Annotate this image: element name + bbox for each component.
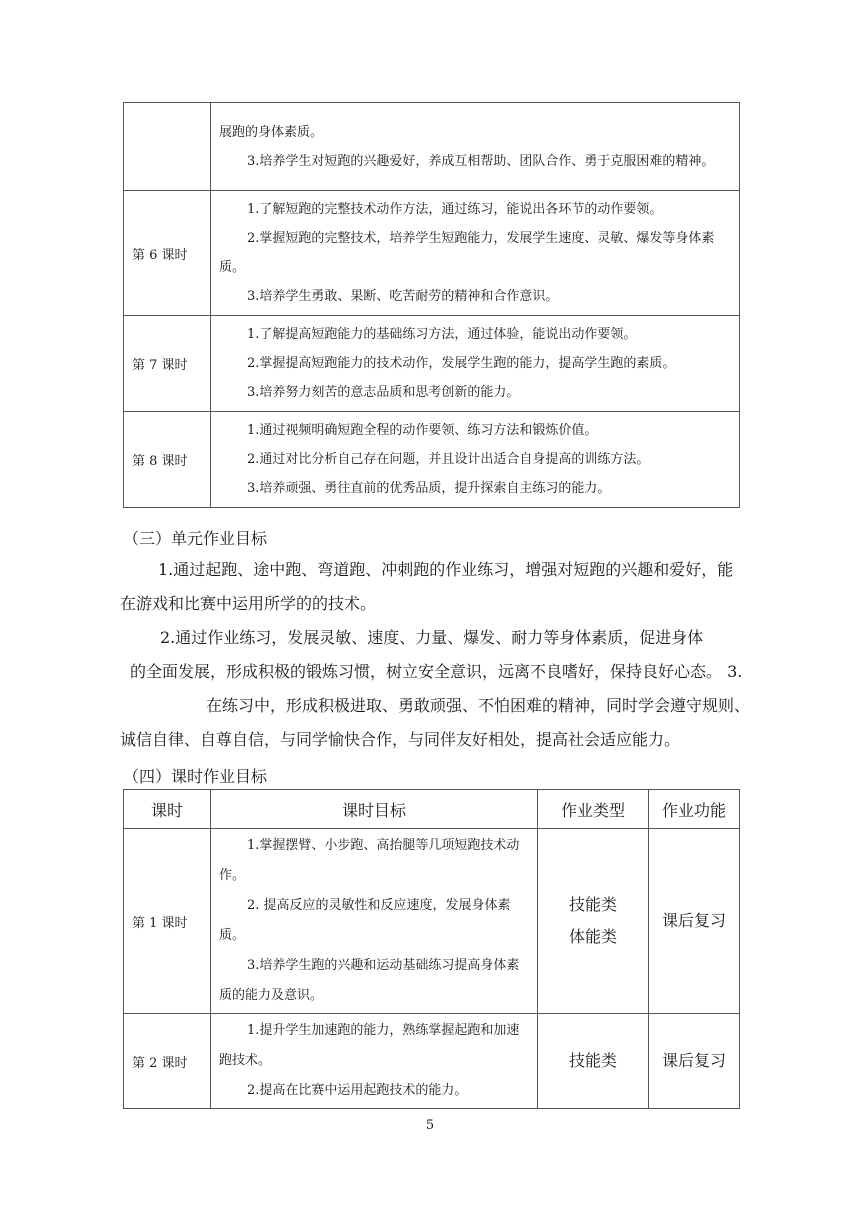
page-number: 5 [425, 1118, 435, 1133]
unit-lesson-goals-table [123, 102, 740, 508]
table-row [124, 316, 740, 412]
lesson-cell: 第 6 课时 [124, 191, 211, 316]
column-header: 作业功能 [649, 790, 740, 829]
lesson-homework-table [123, 789, 740, 1109]
table-row [124, 103, 740, 191]
goal-text: 3.培养学生对短跑的兴趣爱好，养成互相帮助、团队合作、勇于克服困难的精神。 [247, 153, 715, 169]
paragraph-line: 诚信自律、自尊自信，与同学愉快合作，与同伴友好相处，提高社会适应能力。 [120, 730, 681, 749]
goals-cell [211, 1014, 538, 1109]
lesson-cell [124, 103, 211, 191]
lesson-cell: 第 7 课时 [124, 316, 211, 412]
lesson-cell: 第 8 课时 [124, 412, 211, 508]
paragraph-line: 的全面发展，形成积极的锻炼习惯，树立安全意识，远离不良嗜好，保持良好心态。 3. [130, 662, 743, 681]
column-header: 课时 [124, 790, 211, 829]
goal-text: 2.掌握短跑的完整技术，培养学生短跑能力，发展学生速度、灵敏、爆发等身体素质。 [219, 231, 715, 275]
goal-text: 展跑的身体素质。 [219, 124, 324, 140]
table-row [124, 191, 740, 316]
homework-type: 技能类 [568, 895, 617, 914]
table-header-row [124, 790, 740, 829]
goal-text: 3.培养学生跑的兴趣和运动基础练习提高身体素质的能力及意识。 [219, 958, 520, 1003]
table-row [124, 829, 740, 1014]
homework-function-cell: 课后复习 [649, 1014, 740, 1109]
goal-text: 1.了解提高短跑能力的基础练习方法，通过体验，能说出动作要领。 [247, 327, 637, 342]
homework-function-cell: 课后复习 [649, 829, 740, 1014]
column-header: 课时目标 [211, 790, 538, 829]
goals-cell [211, 412, 740, 508]
goal-text: 1.提升学生加速跑的能力，熟练掌握起跑和加速跑技术。 [219, 1023, 520, 1068]
homework-type-cell [538, 1014, 649, 1109]
goal-text: 2. 提高反应的灵敏性和反应速度，发展身体素质。 [219, 898, 511, 943]
paragraph-line: 1.通过起跑、途中跑、弯道跑、冲刺跑的作业练习，增强对短跑的兴趣和爱好，能 [158, 560, 734, 579]
goals-cell [211, 829, 538, 1014]
section-heading: （四）课时作业目标 [123, 767, 268, 786]
homework-type-cell [538, 829, 649, 1014]
goal-text: 1.通过视频明确短跑全程的动作要领、练习方法和锻炼价值。 [247, 423, 598, 438]
lesson-cell: 第 1 课时 [124, 829, 211, 1014]
paragraph-line: 在游戏和比赛中运用所学的的技术。 [120, 594, 377, 613]
table-row [124, 1014, 740, 1109]
goal-text: 2.掌握提高短跑能力的技术动作，发展学生跑的能力，提高学生跑的素质。 [247, 356, 676, 371]
goals-cell [211, 316, 740, 412]
homework-type: 技能类 [568, 1051, 617, 1070]
homework-type: 体能类 [568, 927, 617, 946]
goal-text: 3.培养学生勇敢、果断、吃苦耐劳的精神和合作意识。 [247, 289, 559, 304]
goal-text: 1.掌握摆臂、小步跑、高抬腿等几项短跑技术动作。 [219, 838, 520, 883]
goal-text: 3.培养努力刻苦的意志品质和思考创新的能力。 [247, 385, 520, 400]
goal-text: 2.通过对比分析自己存在问题，并且设计出适合自身提高的训练方法。 [247, 452, 650, 467]
goal-text: 2.提高在比赛中运用起跑技术的能力。 [247, 1083, 468, 1098]
paragraph-line: 2.通过作业练习，发展灵敏、速度、力量、爆发、耐力等身体素质，促进身体 [160, 628, 704, 647]
goals-cell [211, 103, 740, 191]
section-heading: （三）单元作业目标 [123, 529, 268, 548]
table-row [124, 412, 740, 508]
goals-cell [211, 191, 740, 316]
column-header: 作业类型 [538, 790, 649, 829]
paragraph-line: 在练习中，形成积极进取、勇敢顽强、不怕困难的精神，同时学会遵守规则、 [206, 696, 751, 715]
goal-text: 1.了解短跑的完整技术动作方法，通过练习，能说出各环节的动作要领。 [247, 202, 663, 217]
lesson-cell: 第 2 课时 [124, 1014, 211, 1109]
goal-text: 3.培养顽强、勇往直前的优秀品质，提升探索自主练习的能力。 [247, 481, 611, 496]
